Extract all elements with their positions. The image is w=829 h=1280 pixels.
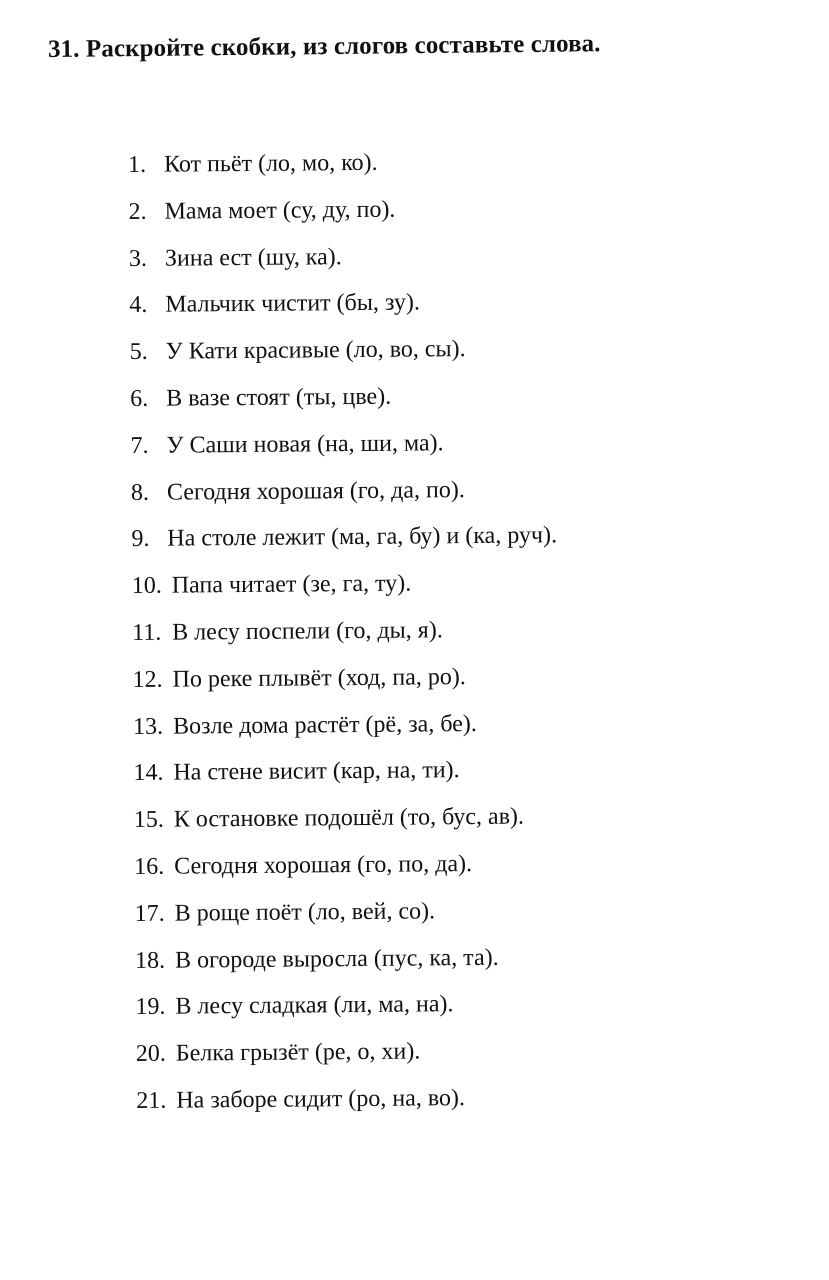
item-text: Папа читает (зе, га, ту). bbox=[171, 570, 412, 599]
item-text: У Саши новая (на, ши, ма). bbox=[166, 430, 444, 459]
list-item bbox=[136, 1035, 816, 1088]
item-number: 6. bbox=[130, 385, 149, 412]
item-number: 1. bbox=[128, 151, 147, 178]
list-item bbox=[130, 333, 810, 386]
list-item bbox=[132, 614, 812, 667]
list-item bbox=[129, 286, 809, 339]
item-text: Кот пьёт (ло, мо, ко). bbox=[163, 149, 378, 178]
item-text: По реке плывёт (ход, па, ро). bbox=[172, 663, 466, 693]
item-text: Белка грызёт (ре, о, хи). bbox=[175, 1038, 421, 1067]
item-number: 14. bbox=[133, 760, 164, 787]
item-number: 12. bbox=[132, 666, 163, 693]
item-number: 20. bbox=[135, 1040, 166, 1068]
item-text: Мама моет (су, ду, по). bbox=[164, 196, 396, 225]
item-number: 17. bbox=[134, 900, 165, 927]
list-item bbox=[133, 708, 813, 761]
list-item bbox=[132, 567, 812, 620]
item-number: 21. bbox=[136, 1087, 167, 1114]
item-number: 5. bbox=[129, 339, 148, 366]
list-item bbox=[131, 474, 811, 527]
item-text: В вазе стоят (ты, цве). bbox=[166, 383, 392, 412]
list-item bbox=[135, 988, 815, 1041]
item-number: 8. bbox=[130, 479, 150, 506]
item-number: 3. bbox=[128, 245, 148, 272]
list-item bbox=[128, 193, 808, 246]
item-number: 18. bbox=[134, 947, 166, 974]
item-text: В огороде выросла (пус, ка, та). bbox=[174, 944, 499, 974]
item-text: На столе лежит (ма, га, бу) и (ка, руч). bbox=[167, 522, 558, 553]
item-number: 4. bbox=[129, 292, 148, 319]
list-item bbox=[133, 754, 813, 807]
item-number: 10. bbox=[131, 572, 162, 600]
item-text: Мальчик чистит (бы, зу). bbox=[165, 289, 421, 319]
sentence-list bbox=[128, 146, 817, 1135]
item-text: К остановке подошёл (то, бус, ав). bbox=[173, 803, 525, 833]
list-item bbox=[131, 520, 811, 573]
item-number: 7. bbox=[130, 432, 149, 459]
item-number: 15. bbox=[133, 806, 164, 834]
list-item bbox=[129, 240, 809, 293]
item-text: На стене висит (кар, на, ти). bbox=[173, 757, 460, 786]
item-text: В лесу поспели (го, ды, я). bbox=[172, 617, 443, 646]
item-number: 2. bbox=[128, 198, 147, 225]
list-item bbox=[130, 380, 810, 433]
item-number: 9. bbox=[131, 526, 150, 553]
item-text: Сегодня хорошая (го, по, да). bbox=[174, 850, 473, 880]
item-text: В роще поёт (ло, вей, со). bbox=[174, 898, 436, 927]
item-text: У Кати красивые (ло, во, сы). bbox=[165, 336, 466, 365]
item-text: Сегодня хорошая (го, да, по). bbox=[166, 476, 465, 506]
item-number: 16. bbox=[134, 853, 165, 880]
item-text: На заборе сидит (ро, на, во). bbox=[176, 1085, 466, 1114]
list-item bbox=[135, 942, 815, 995]
exercise-title: 31. Раскройте скобки, из слогов составьте слова. bbox=[47, 30, 601, 63]
item-text: Возле дома растёт (рё, за, бе). bbox=[172, 710, 477, 740]
item-text: В лесу сладкая (ли, ма, на). bbox=[175, 991, 454, 1020]
list-item bbox=[132, 661, 812, 714]
list-item bbox=[128, 146, 808, 199]
item-text: Зина ест (шу, ка). bbox=[164, 243, 342, 272]
item-number: 13. bbox=[132, 713, 164, 740]
list-item bbox=[134, 801, 814, 854]
list-item bbox=[136, 1082, 816, 1135]
item-number: 11. bbox=[132, 619, 162, 646]
list-item bbox=[134, 848, 814, 901]
item-number: 19. bbox=[135, 994, 166, 1021]
list-item bbox=[130, 427, 810, 480]
list-item bbox=[135, 895, 815, 948]
